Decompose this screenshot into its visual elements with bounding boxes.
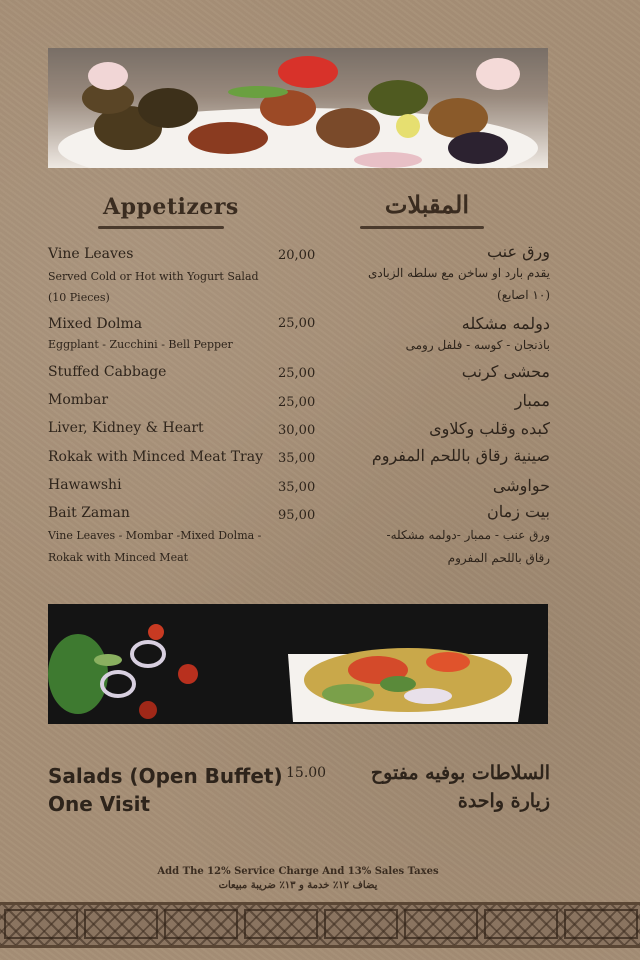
item-desc-en: Served Cold or Hot with Yogurt Salad: [48, 270, 259, 283]
item-name-ar: ممبار: [514, 391, 550, 410]
item-desc-ar: باذنجان - كوسه - فلفل رومى: [405, 338, 550, 352]
item-price: 35,00: [278, 480, 316, 495]
item-name-en: Rokak with Minced Meat Tray: [48, 449, 263, 465]
decorative-border: [0, 902, 640, 948]
item-price: 20,00: [278, 248, 316, 263]
salads-price: 15.00: [286, 765, 327, 781]
item-name-ar: دولمه مشكله: [461, 314, 550, 333]
heading-underline-ar: [360, 226, 484, 229]
item-name-en: Liver, Kidney & Heart: [48, 420, 204, 436]
item-price: 30,00: [278, 423, 316, 438]
border-tile: [164, 909, 238, 939]
item-desc-en: Rokak with Minced Meat: [48, 551, 189, 564]
border-tile: [484, 909, 558, 939]
item-name-en: Hawawshi: [48, 477, 122, 493]
section-heading-en: Appetizers: [103, 194, 239, 220]
border-tile: [84, 909, 158, 939]
item-price: 25,00: [278, 366, 316, 381]
salad-photo-art: [48, 604, 548, 724]
item-price: 25,00: [278, 395, 316, 410]
item-desc-en: (10 Pieces): [48, 291, 110, 304]
salads-title-ar: السلاطات بوفيه مفتوح: [370, 762, 550, 784]
appetizers-photo-art: [48, 48, 548, 168]
item-name-en: Vine Leaves: [48, 246, 134, 262]
item-name-ar: محشى كرنب: [461, 362, 550, 381]
item-desc-ar: رقاق باللحم المفروم: [447, 551, 550, 565]
item-name-ar: ورق عنب: [486, 242, 550, 261]
item-price: 95,00: [278, 508, 316, 523]
item-name-en: Mombar: [48, 392, 109, 408]
heading-underline-en: [98, 226, 224, 229]
item-name-en: Mixed Dolma: [48, 316, 143, 332]
item-name-en: Stuffed Cabbage: [48, 364, 167, 380]
item-name-en: Bait Zaman: [48, 505, 130, 521]
item-name-ar: حواوشى: [492, 476, 550, 495]
tax-note-en: Add The 12% Service Charge And 13% Sales Taxes: [157, 866, 439, 877]
section-heading-ar: المقبلات: [384, 190, 469, 219]
salad-photo: [48, 604, 548, 724]
item-price: 25,00: [278, 316, 316, 331]
item-name-ar: صينية رقاق باللحم المفروم: [371, 446, 550, 465]
item-name-ar: كبده وقلب وكلاوى: [429, 419, 550, 438]
border-tile: [244, 909, 318, 939]
border-tile: [564, 909, 638, 939]
salads-subtitle-ar: زيارة واحدة: [457, 790, 550, 812]
salads-subtitle-en: One Visit: [48, 792, 151, 816]
item-desc-ar: ورق عنب - ممبار -دولمه مشكله-: [386, 528, 550, 542]
item-name-ar: بيت زمان: [487, 502, 550, 521]
item-desc-en: Vine Leaves - Mombar -Mixed Dolma -: [48, 529, 262, 542]
border-tile: [404, 909, 478, 939]
appetizers-photo: [48, 48, 548, 168]
item-price: 35,00: [278, 451, 316, 466]
item-desc-en: Eggplant - Zucchini - Bell Pepper: [48, 338, 233, 351]
item-desc-ar: يقدم بارد او ساخن مع سلطه الزبادى: [367, 266, 550, 280]
tax-note-ar: يضاف ١٢٪ خدمة و ١٣٪ ضريبة مبيعات: [218, 880, 378, 891]
salads-title-en: Salads (Open Buffet): [48, 764, 283, 788]
border-tile: [4, 909, 78, 939]
border-tile: [324, 909, 398, 939]
item-desc-ar: (١٠ اصابع): [497, 288, 550, 302]
